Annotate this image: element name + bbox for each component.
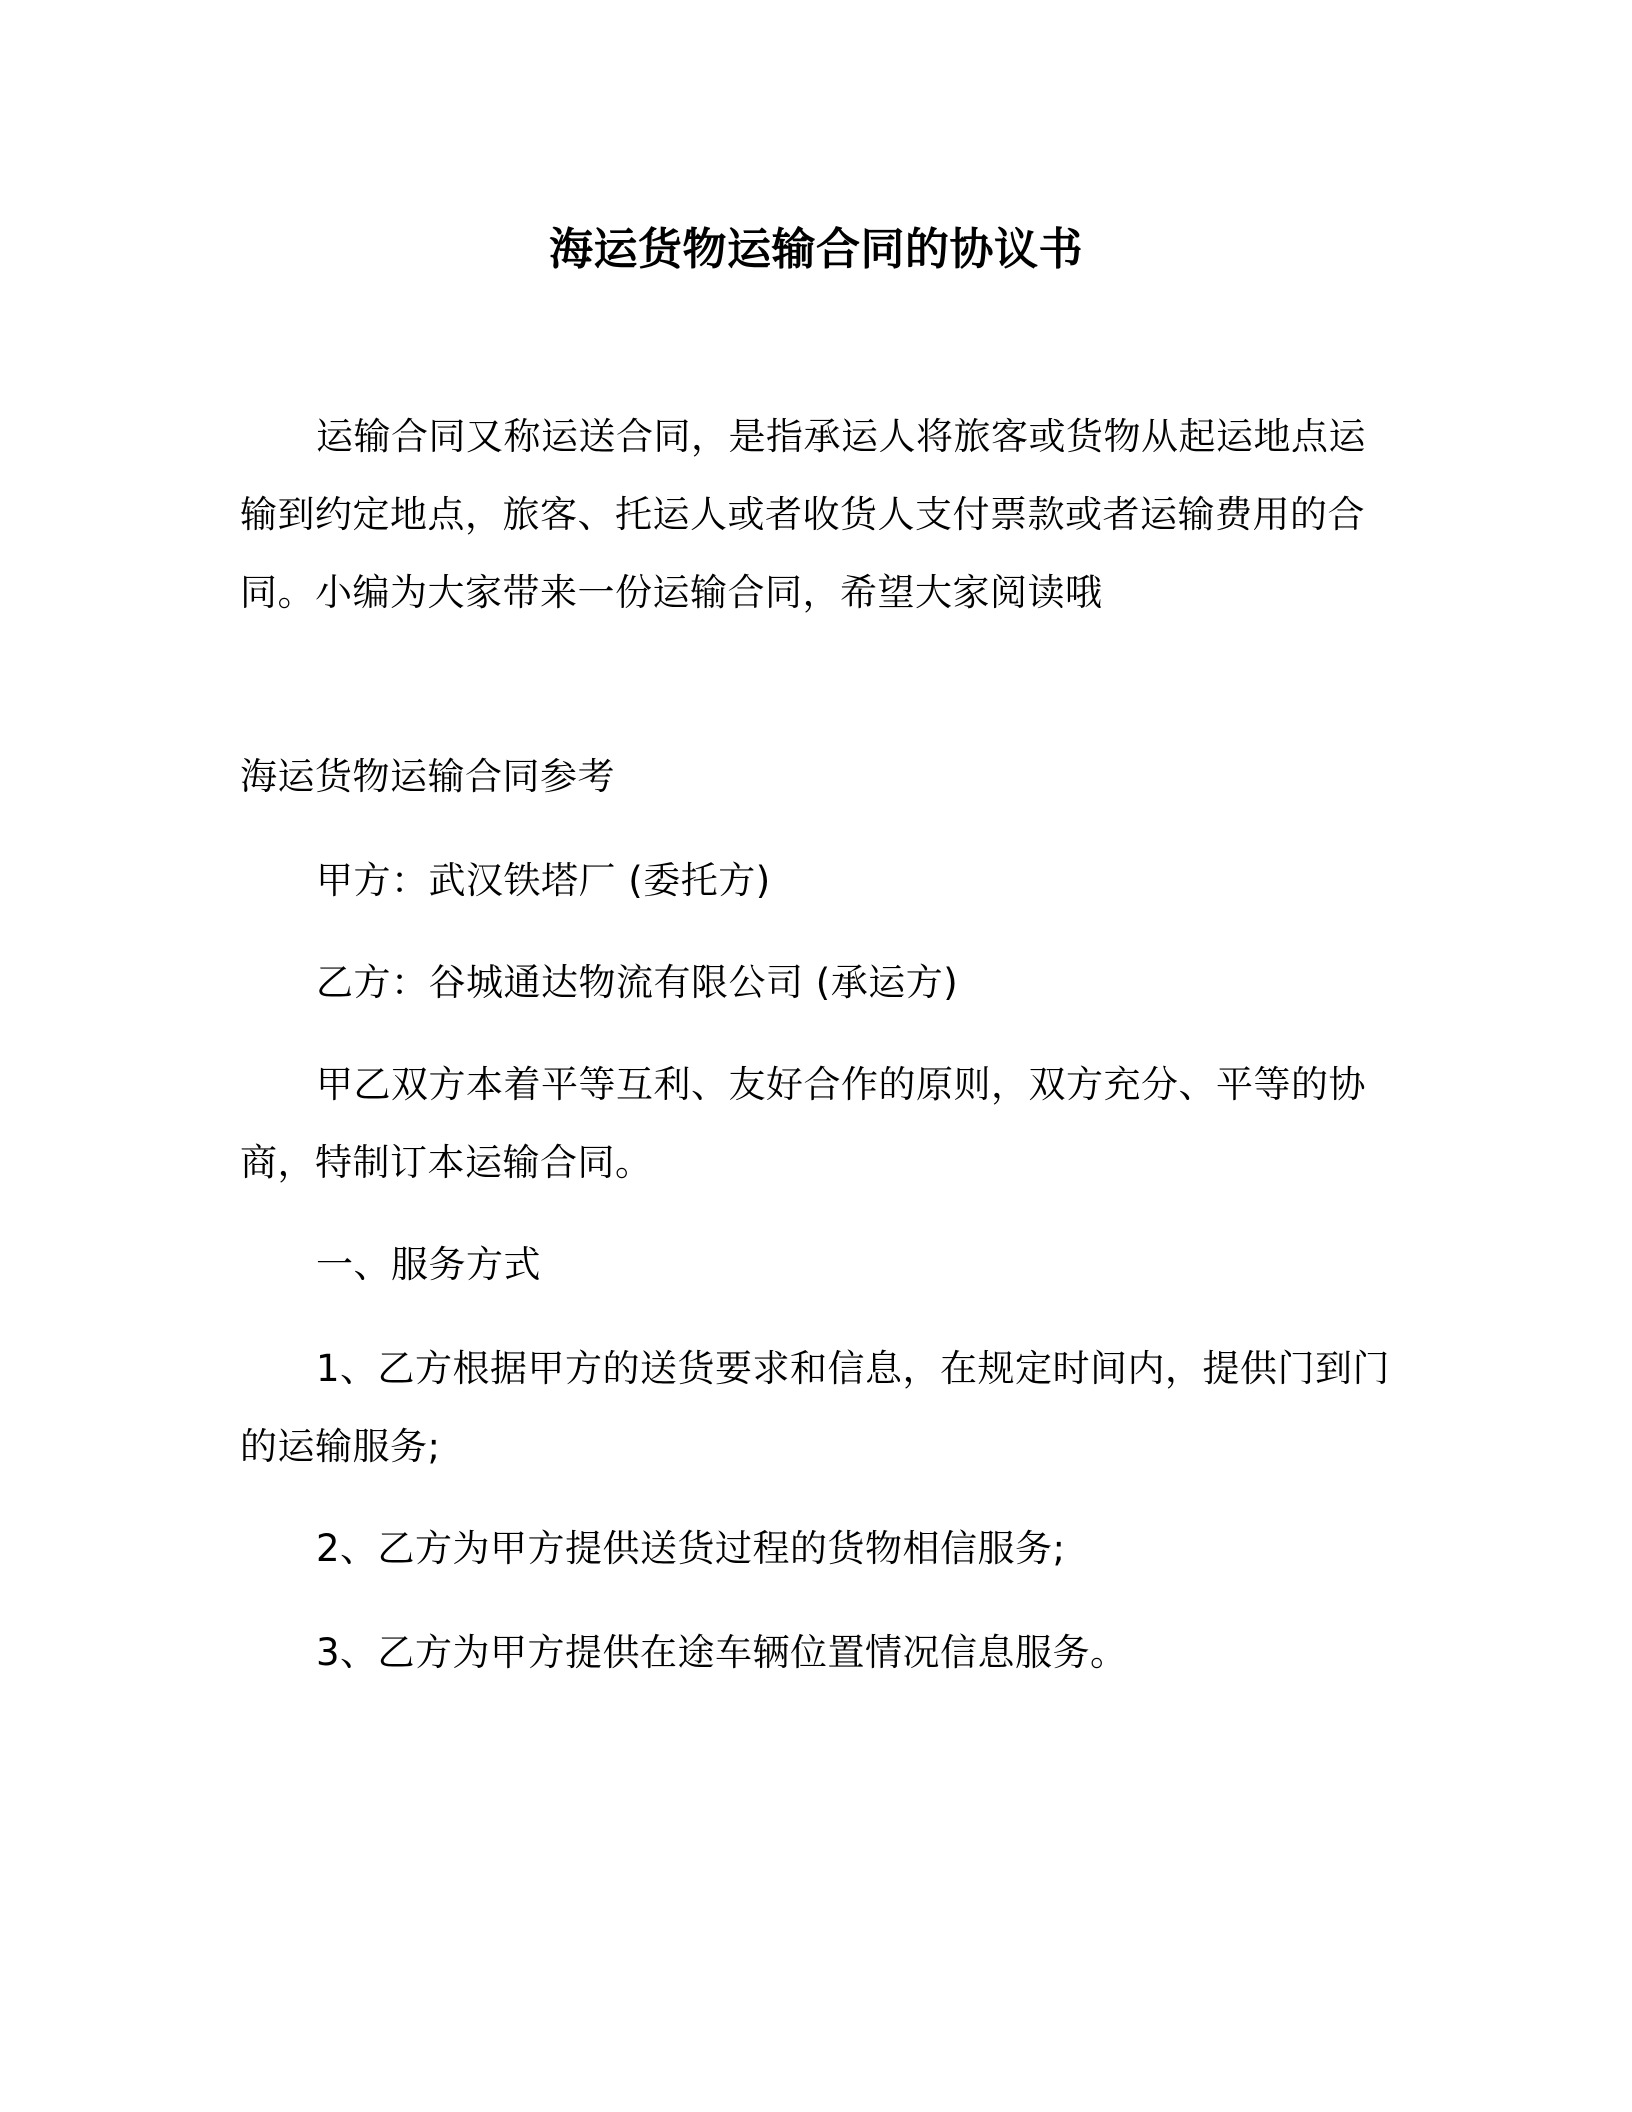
- item-3-text: 3、乙方为甲方提供在途车辆位置情况信息服务。: [316, 1631, 1128, 1674]
- item-1-paragraph: [240, 1330, 1391, 1486]
- section-1-heading-text: 一、服务方式: [316, 1243, 541, 1286]
- item-2-paragraph: [240, 1510, 1375, 1588]
- principle-paragraph: [240, 1046, 1375, 1202]
- reference-heading-text: 海运货物运输合同参考: [240, 755, 615, 798]
- section-1-heading: [240, 1226, 1375, 1304]
- party-a-text: 甲方：武汉铁塔厂 (委托方): [316, 859, 771, 902]
- intro-line-3: 同。小编为大家带来一份运输合同，希望大家阅读哦: [240, 571, 1103, 614]
- principle-line-1: 甲乙双方本着平等互利、友好合作的原则，双方充分、平等的协: [316, 1063, 1366, 1106]
- party-a: [240, 842, 1375, 920]
- item-2-text: 2、乙方为甲方提供送货过程的货物相信服务;: [316, 1527, 1066, 1570]
- document-title: 海运货物运输合同的协议书: [549, 224, 1083, 275]
- party-b-text: 乙方：谷城通达物流有限公司 (承运方): [316, 961, 959, 1004]
- item-1-line-2: 的运输服务;: [240, 1425, 441, 1468]
- item-1-line-1: 1、乙方根据甲方的送货要求和信息，在规定时间内，提供门到门: [316, 1347, 1391, 1390]
- intro-line-2: 输到约定地点，旅客、托运人或者收货人支付票款或者运输费用的合: [240, 493, 1365, 536]
- principle-line-2: 商，特制订本运输合同。: [240, 1141, 653, 1184]
- item-3-paragraph: [240, 1614, 1375, 1692]
- party-b: [240, 944, 1375, 1022]
- intro-line-1: 运输合同又称运送合同，是指承运人将旅客或货物从起运地点运: [316, 415, 1366, 458]
- reference-heading: [240, 738, 1375, 816]
- intro-paragraph: [240, 398, 1375, 632]
